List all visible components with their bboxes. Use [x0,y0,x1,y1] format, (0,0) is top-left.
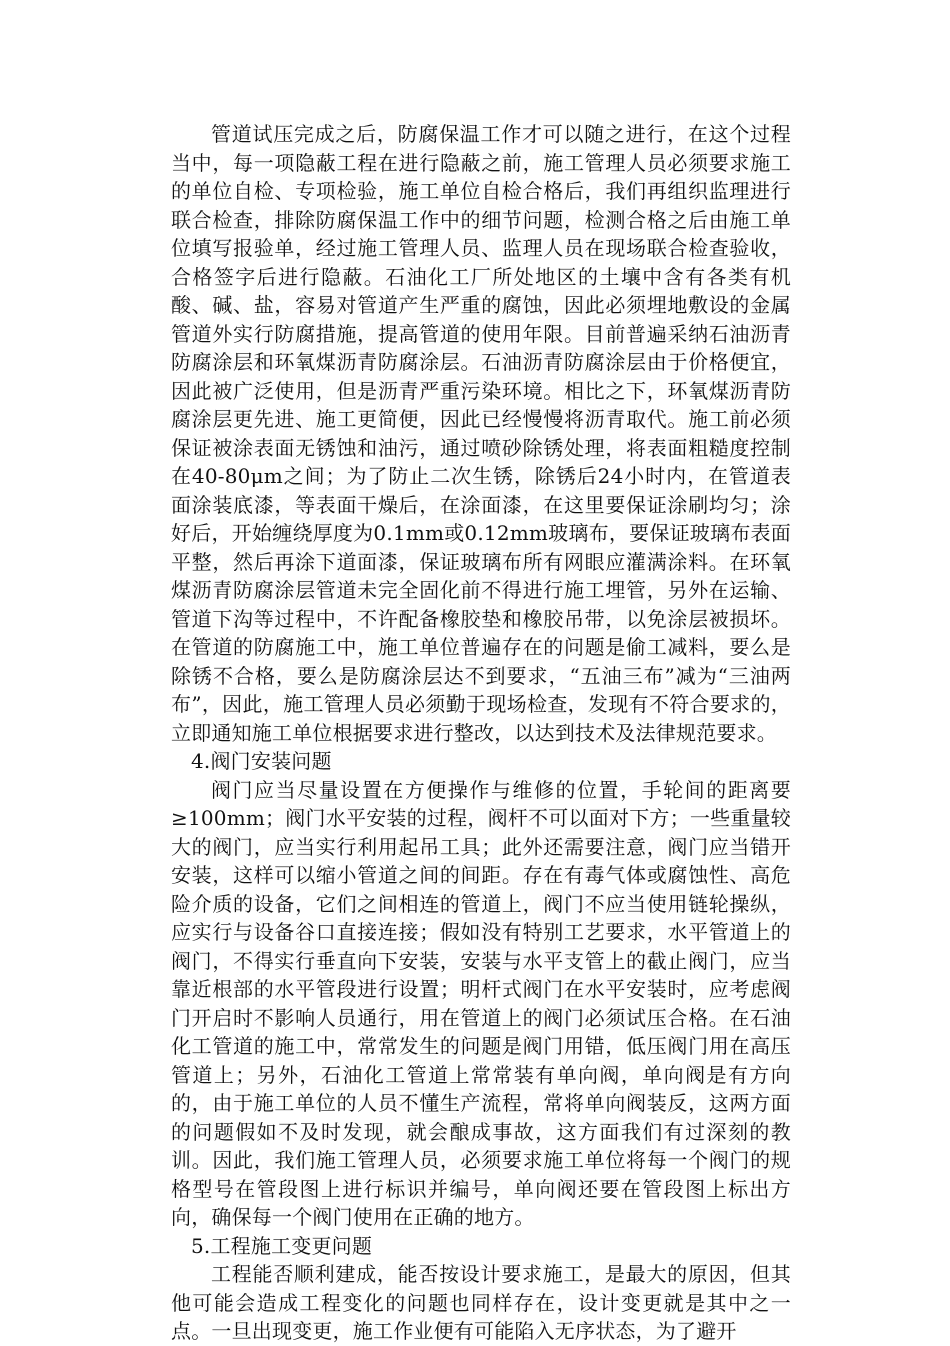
section-heading-construction-change: 5.工程施工变更问题 [191,1233,373,1258]
paragraph-construction-change: 工程能否顺利建成，能否按设计要求施工，是最大的原因，但其他可能会造成工程变化的问题也同样存在，设计变更就是其中之一点。一旦出现变更，施工作业便有可能陷入无序状态，为了避开 [171,1262,791,1343]
section-heading-valve-installation: 4.阀门安装问题 [191,749,332,773]
paragraph-anticorrosion: 管道试压完成之后，防腐保温工作才可以随之进行，在这个过程当中，每一项隐蔽工程在进行隐蔽之前，施工管理人员必须要求施工的单位自检、专项检验，施工单位自检合格后，我们再组织监理进行联合检查，排除防腐保温工作中的细节问题，检测合格之后由施工单位填写报验单，经过施工管理人员、监理人员在现场联合检查验收，合格签字后进行隐蔽。石油化工厂所处地区的土壤中含有各类有机酸、碱、盐，容易对管道产生严重的腐蚀，因此必须埋地敷设的金属管道外实行防腐措施，提高管道的使用年限。目前普遍采纳石油沥青防腐涂层和环氧煤沥青防腐涂层。石油沥青防腐涂层由于价格便宜，因此被广泛使用，但是沥青严重污染环境。相比之下，环氧煤沥青防腐涂层更先进、施工更简便，因此已经慢慢将沥青取代。施工前必须保证被涂表面无锈蚀和油污，通过喷砂除锈处理，将表面粗糙度控制在40-80μm之间；为了防止二次生锈，除锈后24小时内，在管道表面涂装底漆，等表面干燥后，在涂面漆，在这里要保证涂刷均匀；涂好后，开始缠绕厚度为0.1mm或0.12mm玻璃布，要保证玻璃布表面平整，然后再涂下道面漆，保证玻璃布所有网眼应灌满涂料。在环氧煤沥青防腐涂层管道未完全固化前不得进行施工埋管，另外在运输、管道下沟等过程中，不许配备橡胶垫和橡胶吊带，以免涂层被损坏。在管道的防腐施工中，施工单位普遍存在的问题是偷工减料，要么是除锈不合格，要么是防腐涂层达不到要求，“五油三布”减为“三油两布”，因此，施工管理人员必须勤于现场检查，发现有不符合要求的，立即通知施工单位根据要求进行整改，以达到技术及法律规范要求。 [171,122,791,745]
document-body [171,120,791,1346]
paragraph-valve-installation: 阀门应当尽量设置在方便操作与维修的位置，手轮间的距离要≥100mm；阀门水平安装的过程，阀杆不可以面对下方；一些重量较大的阀门，应当实行利用起吊工具；此外还需要注意，阀门应当错开安装，这样可以缩小管道之间的间距。存在有毒气体或腐蚀性、高危险介质的设备，它们之间相连的管道上，阀门不应当使用链轮操纵，应实行与设备谷口直接连接；假如没有特别工艺要求，水平管道上的阀门，不得实行垂直向下安装，安装与水平支管上的截止阀门，应当靠近根部的水平管段进行设置；明杆式阀门在水平安装时，应考虑阀门开启时不影响人员通行，用在管道上的阀门必须试压合格。在石油化工管道的施工中，常常发生的问题是阀门用错，低压阀门用在高压管道上；另外，石油化工管道上常常装有单向阀，单向阀是有方向的，由于施工单位的人员不懂生产流程，常将单向阀装反，这两方面的问题假如不及时发现，就会酿成事故，这方面我们有过深刻的教训。因此，我们施工管理人员，必须要求施工单位将每一个阀门的规格型号在管段图上进行标识并编号，单向阀还要在管段图上标出方向，确保每一个阀门使用在正确的地方。 [171,777,791,1229]
